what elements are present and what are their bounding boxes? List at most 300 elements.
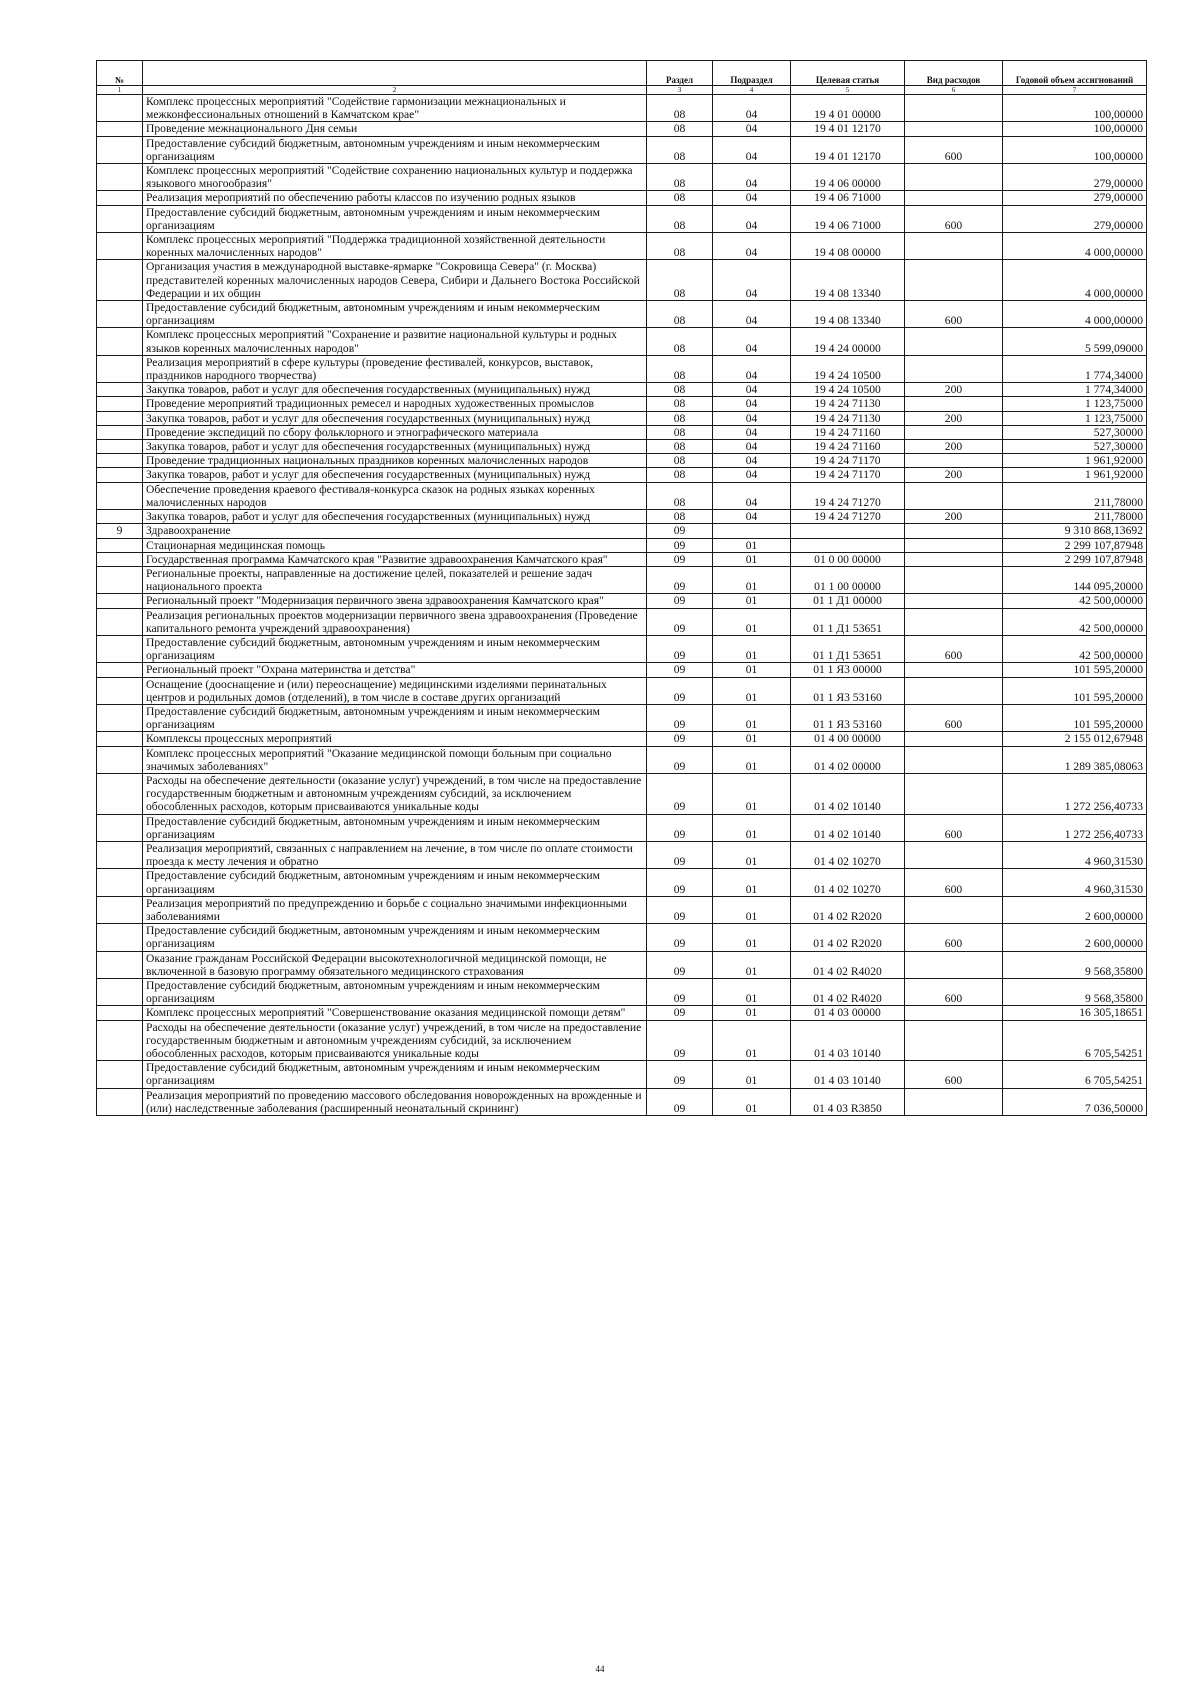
row-kind (905, 1088, 1003, 1115)
row-number (97, 773, 143, 814)
row-volume: 2 155 012,67948 (1003, 732, 1147, 746)
row-kind: 200 (905, 468, 1003, 482)
row-subsection: 04 (713, 440, 791, 454)
row-name: Реализация региональных проектов модернизации первичного звена здравоохранения (Проведение капитального ремонта учреждений здравоохранения) (143, 608, 647, 635)
row-section: 09 (647, 1088, 713, 1115)
row-subsection: 01 (713, 538, 791, 552)
header-col-number: 6 (905, 86, 1003, 95)
row-target: 01 4 03 00000 (791, 1006, 905, 1020)
row-volume: 4 960,31530 (1003, 841, 1147, 868)
row-subsection: 04 (713, 205, 791, 232)
row-target: 19 4 06 00000 (791, 164, 905, 191)
row-subsection: 01 (713, 979, 791, 1006)
row-name: Предоставление субсидий бюджетным, автономным учреждениям и иным некоммерческим организациям (143, 205, 647, 232)
table-row (97, 663, 1147, 677)
row-target: 19 4 24 00000 (791, 328, 905, 355)
row-number (97, 869, 143, 896)
row-section: 09 (647, 814, 713, 841)
header-col-number: 1 (97, 86, 143, 95)
row-section: 09 (647, 896, 713, 923)
row-subsection: 01 (713, 677, 791, 704)
row-number (97, 233, 143, 260)
row-target: 01 4 03 R3850 (791, 1088, 905, 1115)
row-number (97, 260, 143, 301)
row-number (97, 677, 143, 704)
row-number (97, 122, 143, 136)
row-number (97, 979, 143, 1006)
row-volume: 101 595,20000 (1003, 704, 1147, 731)
row-section: 09 (647, 594, 713, 608)
row-volume: 6 705,54251 (1003, 1061, 1147, 1088)
row-section: 09 (647, 524, 713, 538)
row-subsection: 04 (713, 468, 791, 482)
row-section: 09 (647, 608, 713, 635)
table-row (97, 1020, 1147, 1061)
row-kind (905, 552, 1003, 566)
table-row (97, 869, 1147, 896)
table-row (97, 552, 1147, 566)
row-number (97, 383, 143, 397)
row-name: Региональный проект "Модернизация первичного звена здравоохранения Камчатского края" (143, 594, 647, 608)
row-kind (905, 397, 1003, 411)
row-name: Предоставление субсидий бюджетным, автономным учреждениям и иным некоммерческим организациям (143, 301, 647, 328)
row-name: Комплекс процессных мероприятий "Содействие гармонизации межнациональных и межконфессиональных отношений в Камчатском крае" (143, 95, 647, 122)
row-volume: 9 568,35800 (1003, 951, 1147, 978)
row-name: Комплекс процессных мероприятий "Сохранение и развитие национальной культуры и родных языков коренных малочисленных народов" (143, 328, 647, 355)
row-section: 08 (647, 233, 713, 260)
row-name: Комплексы процессных мероприятий (143, 732, 647, 746)
row-target: 19 4 06 71000 (791, 191, 905, 205)
row-target: 01 4 02 00000 (791, 746, 905, 773)
row-section: 08 (647, 383, 713, 397)
table-row (97, 566, 1147, 593)
table-row (97, 1006, 1147, 1020)
row-target: 19 4 24 71270 (791, 482, 905, 509)
row-number (97, 301, 143, 328)
row-target: 01 4 03 10140 (791, 1020, 905, 1061)
row-subsection: 01 (713, 746, 791, 773)
row-subsection: 04 (713, 260, 791, 301)
row-section: 08 (647, 397, 713, 411)
row-kind (905, 1006, 1003, 1020)
table-header (97, 61, 1147, 95)
row-section: 09 (647, 773, 713, 814)
row-section: 08 (647, 425, 713, 439)
table-row (97, 205, 1147, 232)
page-number: 44 (595, 1664, 605, 1674)
row-section: 09 (647, 1020, 713, 1061)
row-number (97, 191, 143, 205)
row-number (97, 510, 143, 524)
row-kind (905, 164, 1003, 191)
row-volume: 527,30000 (1003, 425, 1147, 439)
table-row (97, 468, 1147, 482)
row-section: 09 (647, 979, 713, 1006)
row-target: 01 1 00 00000 (791, 566, 905, 593)
table-row (97, 524, 1147, 538)
row-section: 09 (647, 746, 713, 773)
row-kind (905, 608, 1003, 635)
row-kind: 600 (905, 979, 1003, 1006)
row-name: Стационарная медицинская помощь (143, 538, 647, 552)
row-section: 08 (647, 95, 713, 122)
row-number (97, 440, 143, 454)
row-number (97, 468, 143, 482)
row-target: 19 4 24 10500 (791, 383, 905, 397)
header-col-number: 2 (143, 86, 647, 95)
row-subsection: 04 (713, 136, 791, 163)
row-kind: 600 (905, 136, 1003, 163)
row-volume: 211,78000 (1003, 482, 1147, 509)
row-number (97, 841, 143, 868)
row-volume: 1 961,92000 (1003, 468, 1147, 482)
row-target: 01 4 02 10270 (791, 869, 905, 896)
row-number (97, 425, 143, 439)
row-name: Проведение мероприятий традиционных ремесел и народных художественных промыслов (143, 397, 647, 411)
row-section: 08 (647, 454, 713, 468)
row-subsection: 01 (713, 552, 791, 566)
row-volume: 7 036,50000 (1003, 1088, 1147, 1115)
row-volume: 211,78000 (1003, 510, 1147, 524)
table-row (97, 594, 1147, 608)
row-target: 19 4 24 71170 (791, 468, 905, 482)
row-target: 01 4 02 10140 (791, 773, 905, 814)
row-subsection: 01 (713, 773, 791, 814)
row-target: 19 4 24 71130 (791, 397, 905, 411)
row-number (97, 746, 143, 773)
row-volume: 1 961,92000 (1003, 454, 1147, 468)
row-volume: 1 272 256,40733 (1003, 814, 1147, 841)
row-number (97, 594, 143, 608)
row-kind (905, 524, 1003, 538)
row-volume: 279,00000 (1003, 205, 1147, 232)
table-row (97, 233, 1147, 260)
row-number (97, 95, 143, 122)
budget-sheet (96, 60, 1146, 1116)
table-body (97, 95, 1147, 1116)
row-subsection: 01 (713, 924, 791, 951)
table-row (97, 328, 1147, 355)
row-name: Реализация мероприятий в сфере культуры (проведение фестивалей, конкурсов, выставок, праздников народного творчества) (143, 355, 647, 382)
row-target: 01 4 02 10140 (791, 814, 905, 841)
row-subsection: 04 (713, 164, 791, 191)
row-name: Предоставление субсидий бюджетным, автономным учреждениям и иным некоммерческим организациям (143, 814, 647, 841)
row-kind: 200 (905, 383, 1003, 397)
row-name: Закупка товаров, работ и услуг для обеспечения государственных (муниципальных) нужд (143, 440, 647, 454)
row-kind (905, 454, 1003, 468)
row-subsection: 04 (713, 233, 791, 260)
row-number (97, 1020, 143, 1061)
row-target: 01 4 03 10140 (791, 1061, 905, 1088)
row-section: 09 (647, 869, 713, 896)
row-name: Предоставление субсидий бюджетным, автономным учреждениям и иным некоммерческим организациям (143, 1061, 647, 1088)
row-subsection: 01 (713, 841, 791, 868)
row-name: Закупка товаров, работ и услуг для обеспечения государственных (муниципальных) нужд (143, 383, 647, 397)
row-section: 08 (647, 260, 713, 301)
row-section: 08 (647, 468, 713, 482)
row-target: 19 4 06 71000 (791, 205, 905, 232)
row-name: Здравоохранение (143, 524, 647, 538)
row-kind (905, 95, 1003, 122)
row-section: 08 (647, 164, 713, 191)
row-subsection: 01 (713, 951, 791, 978)
row-name: Оказание гражданам Российской Федерации высокотехнологичной медицинской помощи, не включенной в базовую программу обязательного медицинского страхования (143, 951, 647, 978)
row-subsection: 01 (713, 896, 791, 923)
row-volume: 16 305,18651 (1003, 1006, 1147, 1020)
table-row (97, 440, 1147, 454)
row-target: 19 4 08 13340 (791, 301, 905, 328)
row-section: 09 (647, 841, 713, 868)
row-kind (905, 677, 1003, 704)
header-name (143, 61, 647, 86)
row-kind (905, 566, 1003, 593)
row-volume: 527,30000 (1003, 440, 1147, 454)
table-row (97, 260, 1147, 301)
row-target: 19 4 24 71160 (791, 425, 905, 439)
row-section: 08 (647, 136, 713, 163)
row-name: Проведение традиционных национальных праздников коренных малочисленных народов (143, 454, 647, 468)
table-row (97, 951, 1147, 978)
row-section: 09 (647, 1006, 713, 1020)
row-name: Региональный проект "Охрана материнства и детства" (143, 663, 647, 677)
table-row (97, 608, 1147, 635)
table-row (97, 122, 1147, 136)
row-subsection: 04 (713, 95, 791, 122)
row-number (97, 896, 143, 923)
row-name: Предоставление субсидий бюджетным, автономным учреждениям и иным некоммерческим организациям (143, 704, 647, 731)
row-kind: 200 (905, 411, 1003, 425)
row-subsection: 04 (713, 191, 791, 205)
table-row (97, 136, 1147, 163)
row-volume: 100,00000 (1003, 95, 1147, 122)
row-section: 08 (647, 440, 713, 454)
row-name: Расходы на обеспечение деятельности (оказание услуг) учреждений, в том числе на предоставление государственным бюджетным и автономным учреждениям субсидий, за исключением обособленных расходов, которым присваиваются уникальные коды (143, 1020, 647, 1061)
row-volume: 9 310 868,13692 (1003, 524, 1147, 538)
row-number (97, 397, 143, 411)
row-target: 19 4 24 71170 (791, 454, 905, 468)
row-name: Реализация мероприятий по предупреждению и борьбе с социально значимыми инфекционными заболеваниями (143, 896, 647, 923)
row-kind (905, 951, 1003, 978)
row-number (97, 136, 143, 163)
table-row (97, 191, 1147, 205)
row-volume: 1 123,75000 (1003, 411, 1147, 425)
row-volume: 42 500,00000 (1003, 594, 1147, 608)
table-row (97, 896, 1147, 923)
row-target: 19 4 01 12170 (791, 122, 905, 136)
table-row (97, 1061, 1147, 1088)
table-row (97, 924, 1147, 951)
row-name: Реализация мероприятий, связанных с направлением на лечение, в том числе по оплате стоимости проезда к месту лечения и обратно (143, 841, 647, 868)
row-section: 08 (647, 328, 713, 355)
row-number (97, 1061, 143, 1088)
row-number (97, 482, 143, 509)
row-name: Проведение межнационального Дня семьи (143, 122, 647, 136)
row-kind: 600 (905, 301, 1003, 328)
row-kind: 600 (905, 814, 1003, 841)
row-subsection: 04 (713, 122, 791, 136)
row-name: Комплекс процессных мероприятий "Содействие сохранению национальных культур и поддержка языкового многообразия" (143, 164, 647, 191)
row-volume: 2 600,00000 (1003, 896, 1147, 923)
row-volume: 4 000,00000 (1003, 301, 1147, 328)
header-col-number: 5 (791, 86, 905, 95)
row-subsection: 01 (713, 1020, 791, 1061)
row-volume: 100,00000 (1003, 122, 1147, 136)
row-target: 19 4 24 71130 (791, 411, 905, 425)
table-row (97, 95, 1147, 122)
row-subsection: 04 (713, 425, 791, 439)
row-target: 01 4 02 R2020 (791, 924, 905, 951)
row-number (97, 951, 143, 978)
row-section: 09 (647, 663, 713, 677)
row-volume: 279,00000 (1003, 191, 1147, 205)
row-number (97, 608, 143, 635)
row-number (97, 552, 143, 566)
row-section: 08 (647, 510, 713, 524)
row-target: 01 4 02 R2020 (791, 896, 905, 923)
table-row (97, 979, 1147, 1006)
header-subsection: Подраздел (713, 61, 791, 86)
row-section: 09 (647, 704, 713, 731)
row-section: 08 (647, 191, 713, 205)
row-target: 01 0 00 00000 (791, 552, 905, 566)
row-target: 01 1 Я3 00000 (791, 663, 905, 677)
row-target: 19 4 24 71270 (791, 510, 905, 524)
row-volume: 42 500,00000 (1003, 608, 1147, 635)
row-section: 09 (647, 732, 713, 746)
table-row (97, 704, 1147, 731)
row-name: Предоставление субсидий бюджетным, автономным учреждениям и иным некоммерческим организациям (143, 635, 647, 662)
row-volume: 1 774,34000 (1003, 355, 1147, 382)
row-subsection: 01 (713, 1061, 791, 1088)
row-name: Региональные проекты, направленные на достижение целей, показателей и решение задач национального проекта (143, 566, 647, 593)
row-volume: 4 960,31530 (1003, 869, 1147, 896)
row-number (97, 411, 143, 425)
table-row (97, 841, 1147, 868)
row-kind (905, 1020, 1003, 1061)
header-num: № (97, 61, 143, 86)
row-volume: 2 299 107,87948 (1003, 538, 1147, 552)
row-name: Предоставление субсидий бюджетным, автономным учреждениям и иным некоммерческим организациям (143, 136, 647, 163)
row-name: Обеспечение проведения краевого фестиваля-конкурса сказок на родных языках коренных малочисленных народов (143, 482, 647, 509)
row-volume: 100,00000 (1003, 136, 1147, 163)
table-row (97, 411, 1147, 425)
budget-table (96, 60, 1147, 1116)
row-number (97, 355, 143, 382)
row-kind (905, 773, 1003, 814)
table-row (97, 425, 1147, 439)
row-section: 09 (647, 951, 713, 978)
table-row (97, 164, 1147, 191)
row-kind (905, 355, 1003, 382)
row-number (97, 566, 143, 593)
row-subsection: 04 (713, 482, 791, 509)
row-volume: 5 599,09000 (1003, 328, 1147, 355)
row-target: 01 4 02 10270 (791, 841, 905, 868)
row-subsection: 01 (713, 732, 791, 746)
row-name: Предоставление субсидий бюджетным, автономным учреждениям и иным некоммерческим организациям (143, 979, 647, 1006)
row-subsection: 01 (713, 566, 791, 593)
row-subsection: 04 (713, 411, 791, 425)
row-name: Расходы на обеспечение деятельности (оказание услуг) учреждений, в том числе на предоставление государственным бюджетным и автономным учреждениям субсидий, за исключением обособленных расходов, которым присваиваются уникальные коды (143, 773, 647, 814)
row-subsection: 01 (713, 1006, 791, 1020)
row-volume: 2 600,00000 (1003, 924, 1147, 951)
row-subsection: 04 (713, 355, 791, 382)
row-name: Комплекс процессных мероприятий "Поддержка традиционной хозяйственной деятельности коренных малочисленных народов" (143, 233, 647, 260)
row-target (791, 524, 905, 538)
row-target: 19 4 24 71160 (791, 440, 905, 454)
table-row (97, 732, 1147, 746)
row-section: 09 (647, 1061, 713, 1088)
header-section: Раздел (647, 61, 713, 86)
row-volume: 279,00000 (1003, 164, 1147, 191)
table-row (97, 635, 1147, 662)
row-name: Государственная программа Камчатского края "Развитие здравоохранения Камчатского края" (143, 552, 647, 566)
row-kind: 600 (905, 635, 1003, 662)
row-name: Проведение экспедиций по сбору фольклорного и этнографического материала (143, 425, 647, 439)
row-section: 09 (647, 924, 713, 951)
row-section: 08 (647, 301, 713, 328)
row-subsection: 04 (713, 510, 791, 524)
row-section: 09 (647, 566, 713, 593)
row-volume: 2 299 107,87948 (1003, 552, 1147, 566)
row-volume: 4 000,00000 (1003, 260, 1147, 301)
row-volume: 1 123,75000 (1003, 397, 1147, 411)
table-row (97, 454, 1147, 468)
row-subsection: 04 (713, 301, 791, 328)
table-row (97, 814, 1147, 841)
row-subsection: 01 (713, 704, 791, 731)
row-target: 19 4 08 00000 (791, 233, 905, 260)
row-volume: 144 095,20000 (1003, 566, 1147, 593)
row-volume: 9 568,35800 (1003, 979, 1147, 1006)
table-row (97, 383, 1147, 397)
row-kind: 600 (905, 1061, 1003, 1088)
row-number (97, 924, 143, 951)
row-name: Закупка товаров, работ и услуг для обеспечения государственных (муниципальных) нужд (143, 411, 647, 425)
row-section: 08 (647, 482, 713, 509)
row-subsection: 04 (713, 383, 791, 397)
row-number (97, 454, 143, 468)
row-subsection: 04 (713, 397, 791, 411)
row-kind (905, 663, 1003, 677)
table-row (97, 746, 1147, 773)
row-subsection (713, 524, 791, 538)
row-volume: 101 595,20000 (1003, 663, 1147, 677)
row-number (97, 328, 143, 355)
row-section: 09 (647, 552, 713, 566)
row-section: 08 (647, 411, 713, 425)
row-volume: 6 705,54251 (1003, 1020, 1147, 1061)
row-kind (905, 746, 1003, 773)
row-target: 01 1 Я3 53160 (791, 704, 905, 731)
row-volume: 42 500,00000 (1003, 635, 1147, 662)
row-kind (905, 191, 1003, 205)
row-kind (905, 328, 1003, 355)
row-target: 01 4 02 R4020 (791, 979, 905, 1006)
row-name: Организация участия в международной выставке-ярмарке "Сокровища Севера" (г. Москва) представителей коренных малочисленных народов Севера, Сибири и Дальнего Востока Российской Федерации и их общин (143, 260, 647, 301)
row-number (97, 635, 143, 662)
row-volume: 1 289 385,08063 (1003, 746, 1147, 773)
row-number (97, 814, 143, 841)
header-col-number: 3 (647, 86, 713, 95)
row-kind: 600 (905, 704, 1003, 731)
row-target: 01 1 Д1 00000 (791, 594, 905, 608)
row-subsection: 04 (713, 328, 791, 355)
table-row (97, 510, 1147, 524)
header-target: Целевая статья (791, 61, 905, 86)
table-row (97, 1088, 1147, 1115)
row-target: 19 4 24 10500 (791, 355, 905, 382)
